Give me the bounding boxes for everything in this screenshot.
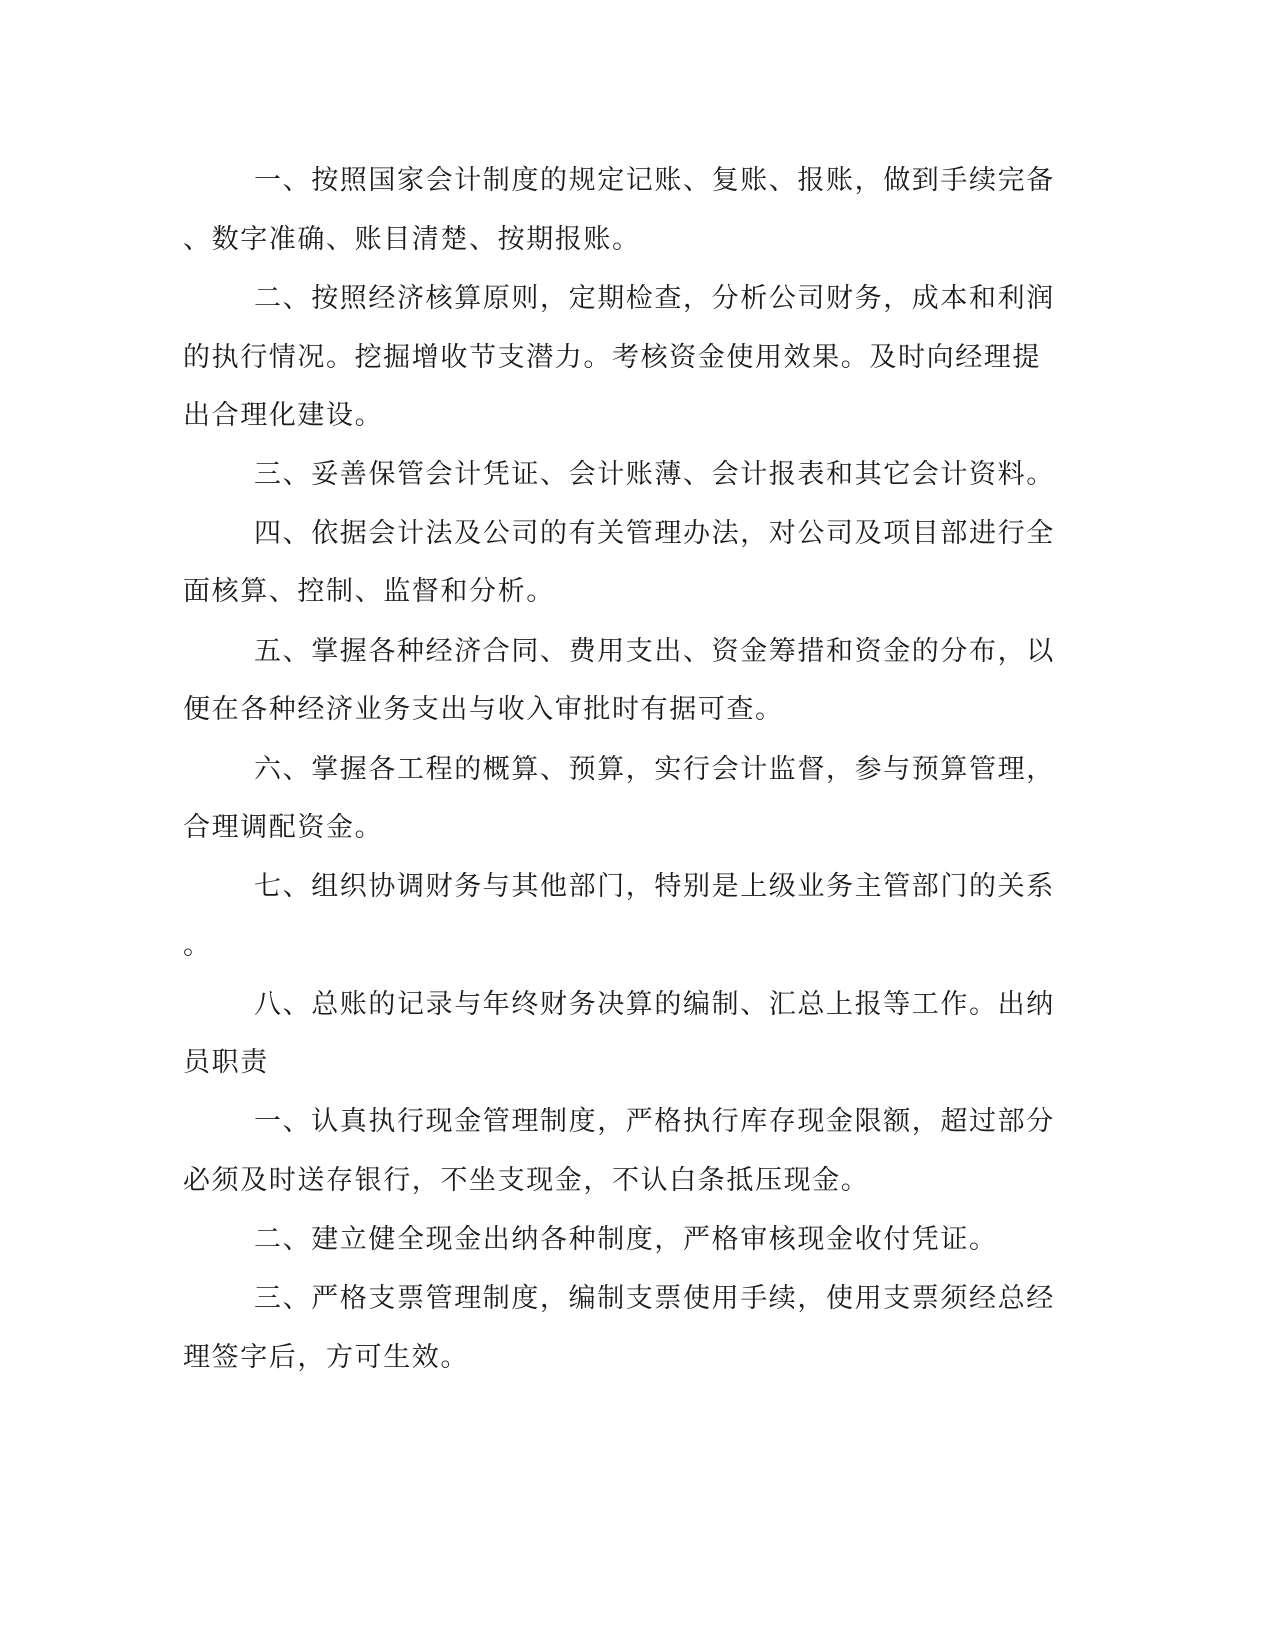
paragraph-line: 四、依据会计法及公司的有关管理办法，对公司及项目部进行全 xyxy=(254,518,1055,549)
paragraph-line: 二、按照经济核算原则，定期检查，分析公司财务，成本和利润 xyxy=(254,283,1055,314)
paragraph-line: 八、总账的记录与年终财务决算的编制、汇总上报等工作。出纳 xyxy=(254,989,1055,1020)
paragraph-line: 。 xyxy=(183,930,212,961)
paragraph-line: 员职责 xyxy=(183,1047,269,1078)
paragraph-line: 理签字后，方可生效。 xyxy=(183,1342,469,1373)
paragraph-line: 合理调配资金。 xyxy=(183,812,384,843)
paragraph-line: 三、妥善保管会计凭证、会计账薄、会计报表和其它会计资料。 xyxy=(254,459,1055,490)
paragraph-line: 出合理化建设。 xyxy=(183,400,384,431)
paragraph-line: 必须及时送存银行，不坐支现金，不认白条抵压现金。 xyxy=(183,1165,870,1196)
paragraph-line: 二、建立健全现金出纳各种制度，严格审核现金收付凭证。 xyxy=(254,1224,998,1255)
paragraph-line: 的执行情况。挖掘增收节支潜力。考核资金使用效果。及时向经理提 xyxy=(183,342,1041,373)
paragraph-line: 一、认真执行现金管理制度，严格执行库存现金限额，超过部分 xyxy=(254,1106,1055,1137)
paragraph-line: 五、掌握各种经济合同、费用支出、资金筹措和资金的分布，以 xyxy=(254,636,1055,667)
paragraph-line: 面核算、控制、监督和分析。 xyxy=(183,576,555,607)
paragraph-line: 、数字准确、账目清楚、按期报账。 xyxy=(183,224,641,255)
paragraph-line: 一、按照国家会计制度的规定记账、复账、报账，做到手续完备 xyxy=(254,165,1055,196)
paragraph-line: 六、掌握各工程的概算、预算，实行会计监督，参与预算管理， xyxy=(254,754,1055,785)
paragraph-line: 七、组织协调财务与其他部门，特别是上级业务主管部门的关系 xyxy=(254,871,1055,902)
paragraph-line: 三、严格支票管理制度，编制支票使用手续，使用支票须经总经 xyxy=(254,1283,1055,1314)
paragraph-line: 便在各种经济业务支出与收入审批时有据可查。 xyxy=(183,694,784,725)
